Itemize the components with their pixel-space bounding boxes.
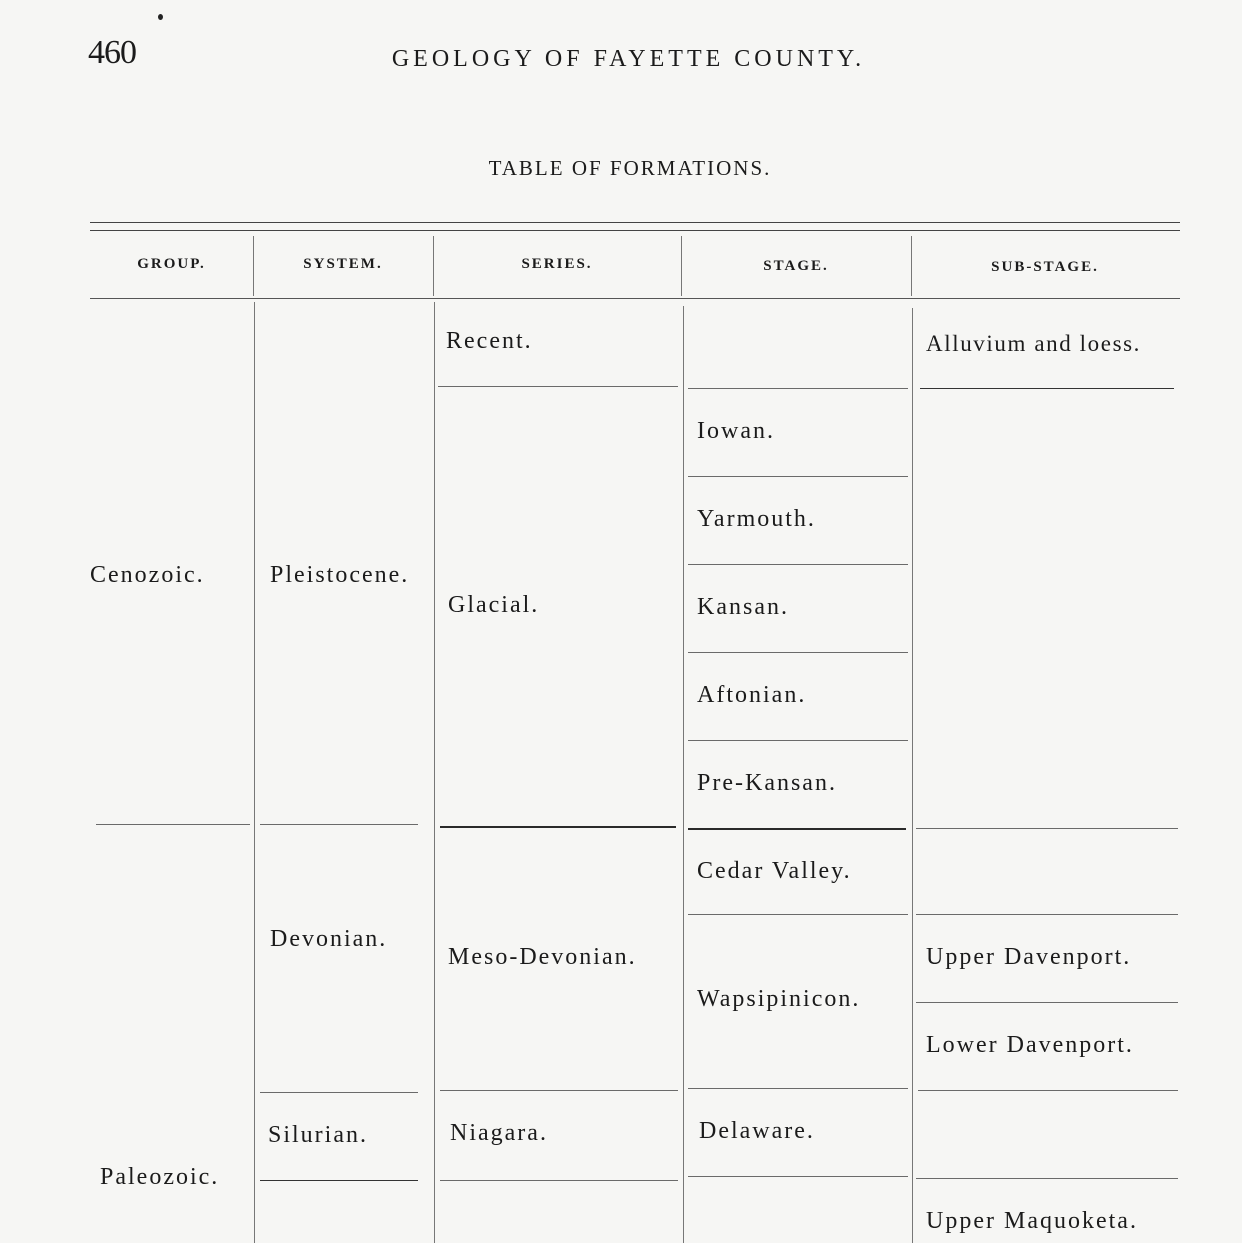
row-rule xyxy=(688,1176,908,1177)
column-header-series: SERIES. xyxy=(521,256,593,272)
header-divider xyxy=(433,236,434,296)
row-rule xyxy=(96,824,250,825)
substage-upper-maquoketa: Upper Maquoketa. xyxy=(926,1208,1138,1234)
row-rule xyxy=(920,388,1174,389)
system-pleistocene: Pleistocene. xyxy=(270,562,410,588)
row-rule xyxy=(688,476,908,477)
row-rule xyxy=(440,826,676,828)
row-rule xyxy=(260,1180,418,1181)
row-rule xyxy=(438,386,678,387)
header-divider xyxy=(681,236,682,296)
row-rule xyxy=(440,1090,678,1091)
stage-kansan: Kansan. xyxy=(697,594,789,620)
substage-upper-davenport: Upper Davenport. xyxy=(926,944,1132,970)
group-cenozoic: Cenozoic. xyxy=(90,562,205,588)
row-rule xyxy=(916,828,1178,829)
column-header-substage: SUB-STAGE. xyxy=(991,259,1099,275)
system-devonian: Devonian. xyxy=(270,926,388,952)
top-rule-second xyxy=(90,230,1180,231)
series-meso-devonian: Meso-Devonian. xyxy=(448,944,637,970)
column-line xyxy=(254,302,255,1243)
substage-lower-davenport: Lower Davenport. xyxy=(926,1032,1134,1058)
header-rule xyxy=(90,298,1180,299)
column-header-system: SYSTEM. xyxy=(303,256,383,272)
group-paleozoic: Paleozoic. xyxy=(100,1164,220,1190)
page-number: 460 xyxy=(88,34,136,71)
ink-speck xyxy=(158,14,163,20)
series-niagara: Niagara. xyxy=(450,1120,548,1146)
column-header-group: GROUP. xyxy=(137,256,206,272)
row-rule xyxy=(916,914,1178,915)
stage-wapsipinicon: Wapsipinicon. xyxy=(697,986,861,1012)
series-recent: Recent. xyxy=(446,328,533,354)
stage-yarmouth: Yarmouth. xyxy=(697,506,816,532)
stage-aftonian: Aftonian. xyxy=(697,682,807,708)
column-line xyxy=(434,302,435,1243)
stage-iowan: Iowan. xyxy=(697,418,775,444)
stage-pre-kansan: Pre-Kansan. xyxy=(697,770,837,796)
row-rule xyxy=(440,1180,678,1181)
row-rule xyxy=(688,828,906,830)
row-rule xyxy=(688,740,908,741)
header-divider xyxy=(253,236,254,296)
row-rule xyxy=(918,1090,1178,1091)
row-rule xyxy=(688,388,908,389)
row-rule xyxy=(688,564,908,565)
top-rule xyxy=(90,222,1180,223)
column-line xyxy=(912,308,913,1243)
substage-alluvium-and-loess: Alluvium and loess. xyxy=(926,331,1142,356)
row-rule xyxy=(260,824,418,825)
system-silurian: Silurian. xyxy=(268,1122,368,1148)
series-glacial: Glacial. xyxy=(448,592,540,618)
column-line xyxy=(683,306,684,1243)
row-rule xyxy=(688,914,908,915)
row-rule xyxy=(260,1092,418,1093)
table-title: TABLE OF FORMATIONS. xyxy=(488,156,772,180)
stage-cedar-valley: Cedar Valley. xyxy=(697,858,852,884)
row-rule xyxy=(916,1178,1178,1179)
running-title: GEOLOGY OF FAYETTE COUNTY. xyxy=(391,46,866,72)
row-rule xyxy=(916,1002,1178,1003)
header-divider xyxy=(911,236,912,296)
column-header-stage: STAGE. xyxy=(763,258,829,274)
stage-delaware: Delaware. xyxy=(699,1118,815,1144)
row-rule xyxy=(688,1088,908,1089)
row-rule xyxy=(688,652,908,653)
